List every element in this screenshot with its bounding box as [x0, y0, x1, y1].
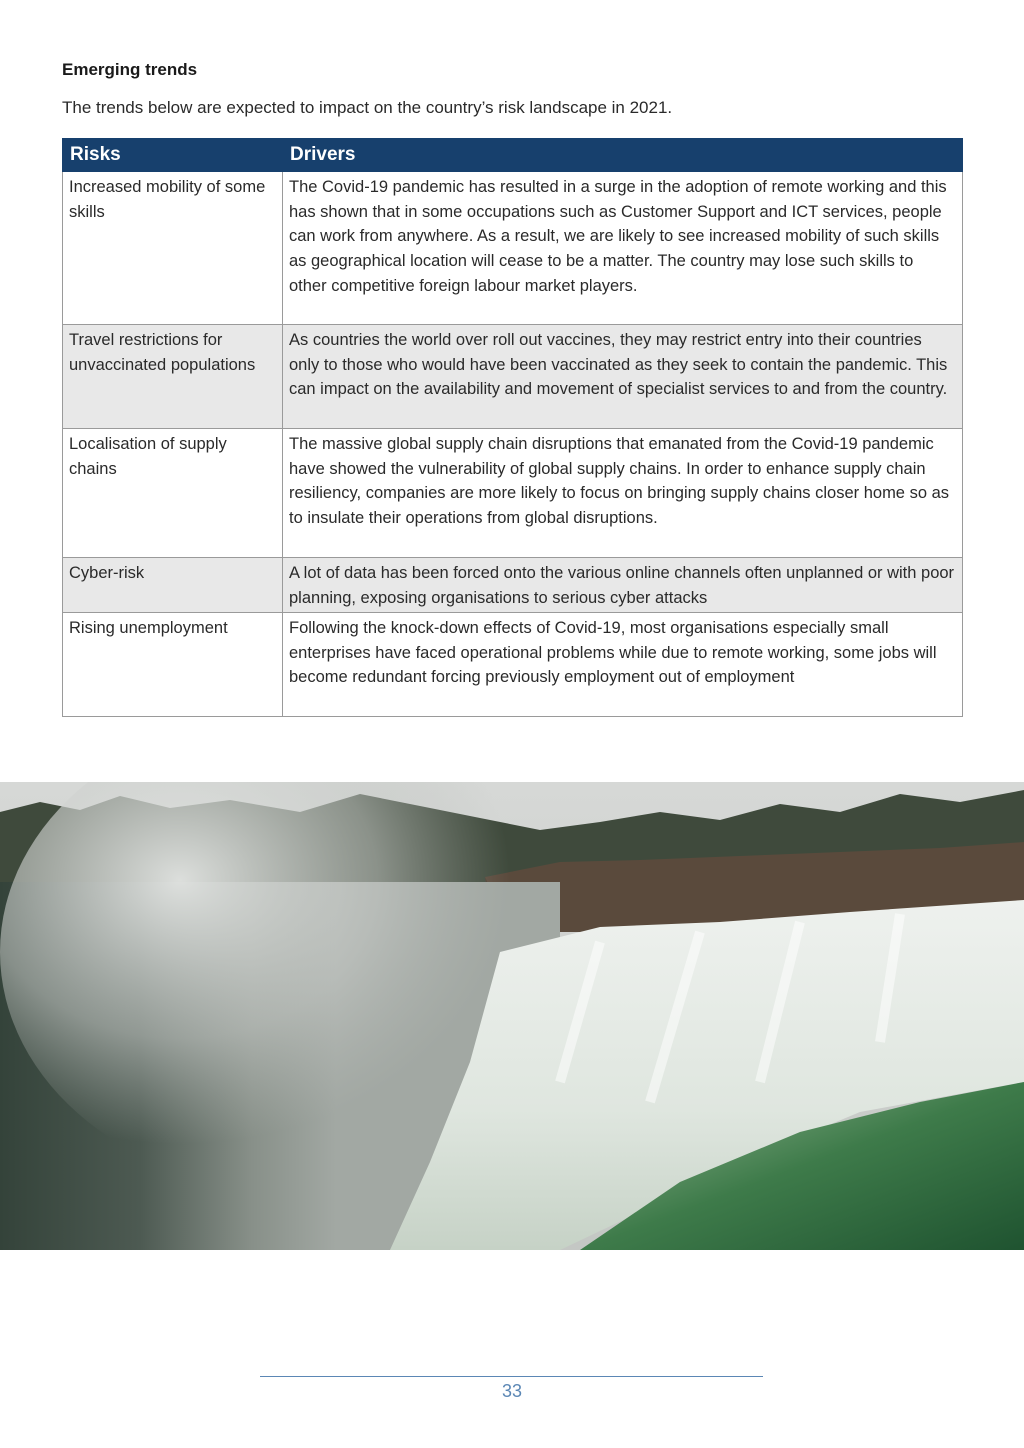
driver-cell: As countries the world over roll out vaccines, they may restrict entry into their countries only to those who would have been vaccinated as they seek to contain the pandemic. This can impact on the availability and movement of specialist services to and from the country. — [283, 325, 963, 429]
table-row — [63, 613, 963, 717]
driver-cell: A lot of data has been forced onto the various online channels often unplanned or with poor planning, exposing organisations to serious cyber attacks — [283, 558, 963, 613]
column-header-risks: Risks — [63, 139, 283, 172]
waterfall-photo — [0, 782, 1024, 1250]
risk-cell: Rising unemployment — [63, 613, 283, 717]
intro-text: The trends below are expected to impact on the country’s risk landscape in 2021. — [62, 98, 673, 117]
driver-cell: Following the knock-down effects of Covid-19, most organisations especially small enterprises have faced operational problems while due to remote working, some jobs will become redundant forcing previously employment out of employment — [283, 613, 963, 717]
table-header-row — [63, 139, 963, 172]
column-header-drivers: Drivers — [283, 139, 963, 172]
table-row — [63, 558, 963, 613]
risk-cell: Cyber-risk — [63, 558, 283, 613]
risk-cell: Travel restrictions for unvaccinated populations — [63, 325, 283, 429]
driver-cell: The massive global supply chain disruptions that emanated from the Covid-19 pandemic have showed the vulnerability of global supply chains. In order to enhance supply chain resiliency, companies are more likely to focus on bringing supply chains closer home so as to insulate their operations from global disruptions. — [283, 429, 963, 558]
table-row — [63, 325, 963, 429]
risk-cell: Increased mobility of some skills — [63, 172, 283, 325]
driver-cell: The Covid-19 pandemic has resulted in a surge in the adoption of remote working and this has shown that in some occupations such as Customer Support and ICT services, people can work from anywhere. As a result, we are likely to see increased mobility of such skills as geographical location will cease to be a matter. The country may lose such skills to other competitive foreign labour market players. — [283, 172, 963, 325]
table-row — [63, 172, 963, 325]
footer-rule — [260, 1376, 763, 1377]
page-number: 33 — [501, 1381, 523, 1401]
section-heading: Emerging trends — [62, 60, 198, 79]
risk-cell: Localisation of supply chains — [63, 429, 283, 558]
emerging-trends-table — [62, 138, 963, 717]
table-row — [63, 429, 963, 558]
